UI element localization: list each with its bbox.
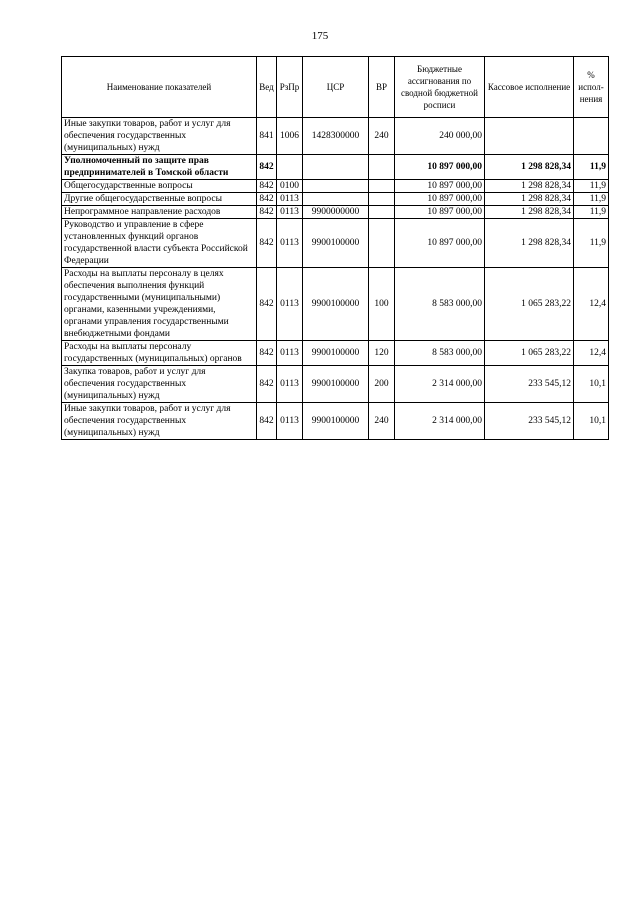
cell-csr: 9900100000 bbox=[303, 219, 369, 268]
cell-vr bbox=[369, 219, 395, 268]
cell-name: Непрограммное направление расходов bbox=[62, 206, 257, 219]
cell-budget: 8 583 000,00 bbox=[395, 268, 485, 341]
cell-vr: 200 bbox=[369, 366, 395, 403]
cell-pct: 12,4 bbox=[574, 341, 609, 366]
cell-cash: 1 298 828,34 bbox=[485, 219, 574, 268]
cell-pct: 10,1 bbox=[574, 403, 609, 440]
cell-budget: 8 583 000,00 bbox=[395, 341, 485, 366]
cell-ved: 842 bbox=[257, 155, 277, 180]
budget-execution-table bbox=[61, 56, 609, 440]
table-header-row bbox=[62, 57, 609, 118]
cell-vr bbox=[369, 155, 395, 180]
table-row bbox=[62, 118, 609, 155]
cell-vr: 240 bbox=[369, 403, 395, 440]
cell-cash: 1 065 283,22 bbox=[485, 268, 574, 341]
cell-rzpr bbox=[277, 155, 303, 180]
cell-cash: 1 298 828,34 bbox=[485, 193, 574, 206]
cell-name: Иные закупки товаров, работ и услуг для обеспечения государственных (муниципальных) нужд bbox=[62, 118, 257, 155]
table-row bbox=[62, 193, 609, 206]
cell-csr bbox=[303, 193, 369, 206]
table-row bbox=[62, 206, 609, 219]
table-row bbox=[62, 219, 609, 268]
header-csr: ЦСР bbox=[303, 57, 369, 118]
cell-ved: 841 bbox=[257, 118, 277, 155]
table-row bbox=[62, 366, 609, 403]
cell-rzpr: 0113 bbox=[277, 193, 303, 206]
cell-name: Общегосударственные вопросы bbox=[62, 180, 257, 193]
cell-pct: 11,9 bbox=[574, 155, 609, 180]
cell-ved: 842 bbox=[257, 206, 277, 219]
cell-csr bbox=[303, 155, 369, 180]
cell-cash: 233 545,12 bbox=[485, 403, 574, 440]
cell-csr: 9900100000 bbox=[303, 403, 369, 440]
header-rzpr: РзПр bbox=[277, 57, 303, 118]
cell-budget: 10 897 000,00 bbox=[395, 155, 485, 180]
cell-name: Расходы на выплаты персоналу государственных (муниципальных) органов bbox=[62, 341, 257, 366]
cell-cash: 1 298 828,34 bbox=[485, 155, 574, 180]
header-budget: Бюджетные ассигнования по сводной бюджетной росписи bbox=[395, 57, 485, 118]
cell-pct: 11,9 bbox=[574, 219, 609, 268]
cell-ved: 842 bbox=[257, 180, 277, 193]
cell-name: Расходы на выплаты персоналу в целях обеспечения выполнения функций государственными (муниципальными) органами, казенными учреждениями, органами управления государственными внебюджетными фондами bbox=[62, 268, 257, 341]
header-cash: Кассовое исполнение bbox=[485, 57, 574, 118]
cell-ved: 842 bbox=[257, 193, 277, 206]
cell-pct: 12,4 bbox=[574, 268, 609, 341]
cell-csr: 9900000000 bbox=[303, 206, 369, 219]
cell-pct bbox=[574, 118, 609, 155]
cell-name: Уполномоченный по защите прав предпринимателей в Томской области bbox=[62, 155, 257, 180]
cell-budget: 10 897 000,00 bbox=[395, 206, 485, 219]
cell-rzpr: 0113 bbox=[277, 268, 303, 341]
cell-csr: 1428300000 bbox=[303, 118, 369, 155]
cell-rzpr: 0100 bbox=[277, 180, 303, 193]
cell-pct: 11,9 bbox=[574, 180, 609, 193]
cell-rzpr: 0113 bbox=[277, 341, 303, 366]
header-vr: ВР bbox=[369, 57, 395, 118]
cell-name: Руководство и управление в сфере установленных функций органов государственной власти субъекта Российской Федерации bbox=[62, 219, 257, 268]
cell-rzpr: 0113 bbox=[277, 206, 303, 219]
cell-vr bbox=[369, 206, 395, 219]
cell-vr: 120 bbox=[369, 341, 395, 366]
cell-rzpr: 0113 bbox=[277, 219, 303, 268]
cell-vr bbox=[369, 180, 395, 193]
cell-cash: 1 298 828,34 bbox=[485, 206, 574, 219]
cell-cash: 233 545,12 bbox=[485, 366, 574, 403]
cell-budget: 2 314 000,00 bbox=[395, 366, 485, 403]
cell-ved: 842 bbox=[257, 341, 277, 366]
cell-ved: 842 bbox=[257, 268, 277, 341]
cell-pct: 11,9 bbox=[574, 206, 609, 219]
cell-budget: 10 897 000,00 bbox=[395, 193, 485, 206]
cell-budget: 10 897 000,00 bbox=[395, 180, 485, 193]
table-row bbox=[62, 341, 609, 366]
cell-cash: 1 298 828,34 bbox=[485, 180, 574, 193]
cell-budget: 240 000,00 bbox=[395, 118, 485, 155]
cell-ved: 842 bbox=[257, 219, 277, 268]
cell-csr: 9900100000 bbox=[303, 366, 369, 403]
cell-vr: 100 bbox=[369, 268, 395, 341]
cell-cash: 1 065 283,22 bbox=[485, 341, 574, 366]
cell-budget: 10 897 000,00 bbox=[395, 219, 485, 268]
header-pct: % испол-нения bbox=[574, 57, 609, 118]
table-row bbox=[62, 403, 609, 440]
cell-vr bbox=[369, 193, 395, 206]
cell-ved: 842 bbox=[257, 366, 277, 403]
cell-ved: 842 bbox=[257, 403, 277, 440]
cell-budget: 2 314 000,00 bbox=[395, 403, 485, 440]
table-row bbox=[62, 180, 609, 193]
cell-pct: 11,9 bbox=[574, 193, 609, 206]
cell-name: Другие общегосударственные вопросы bbox=[62, 193, 257, 206]
cell-csr: 9900100000 bbox=[303, 268, 369, 341]
page-number: 175 bbox=[311, 30, 329, 42]
header-ved: Вед bbox=[257, 57, 277, 118]
cell-name: Иные закупки товаров, работ и услуг для обеспечения государственных (муниципальных) нужд bbox=[62, 403, 257, 440]
cell-csr bbox=[303, 180, 369, 193]
cell-rzpr: 0113 bbox=[277, 403, 303, 440]
cell-vr: 240 bbox=[369, 118, 395, 155]
table-body bbox=[62, 118, 609, 440]
cell-rzpr: 0113 bbox=[277, 366, 303, 403]
table-row bbox=[62, 268, 609, 341]
cell-pct: 10,1 bbox=[574, 366, 609, 403]
cell-rzpr: 1006 bbox=[277, 118, 303, 155]
header-name: Наименование показателей bbox=[62, 57, 257, 118]
table-row bbox=[62, 155, 609, 180]
cell-name: Закупка товаров, работ и услуг для обеспечения государственных (муниципальных) нужд bbox=[62, 366, 257, 403]
cell-csr: 9900100000 bbox=[303, 341, 369, 366]
cell-cash bbox=[485, 118, 574, 155]
